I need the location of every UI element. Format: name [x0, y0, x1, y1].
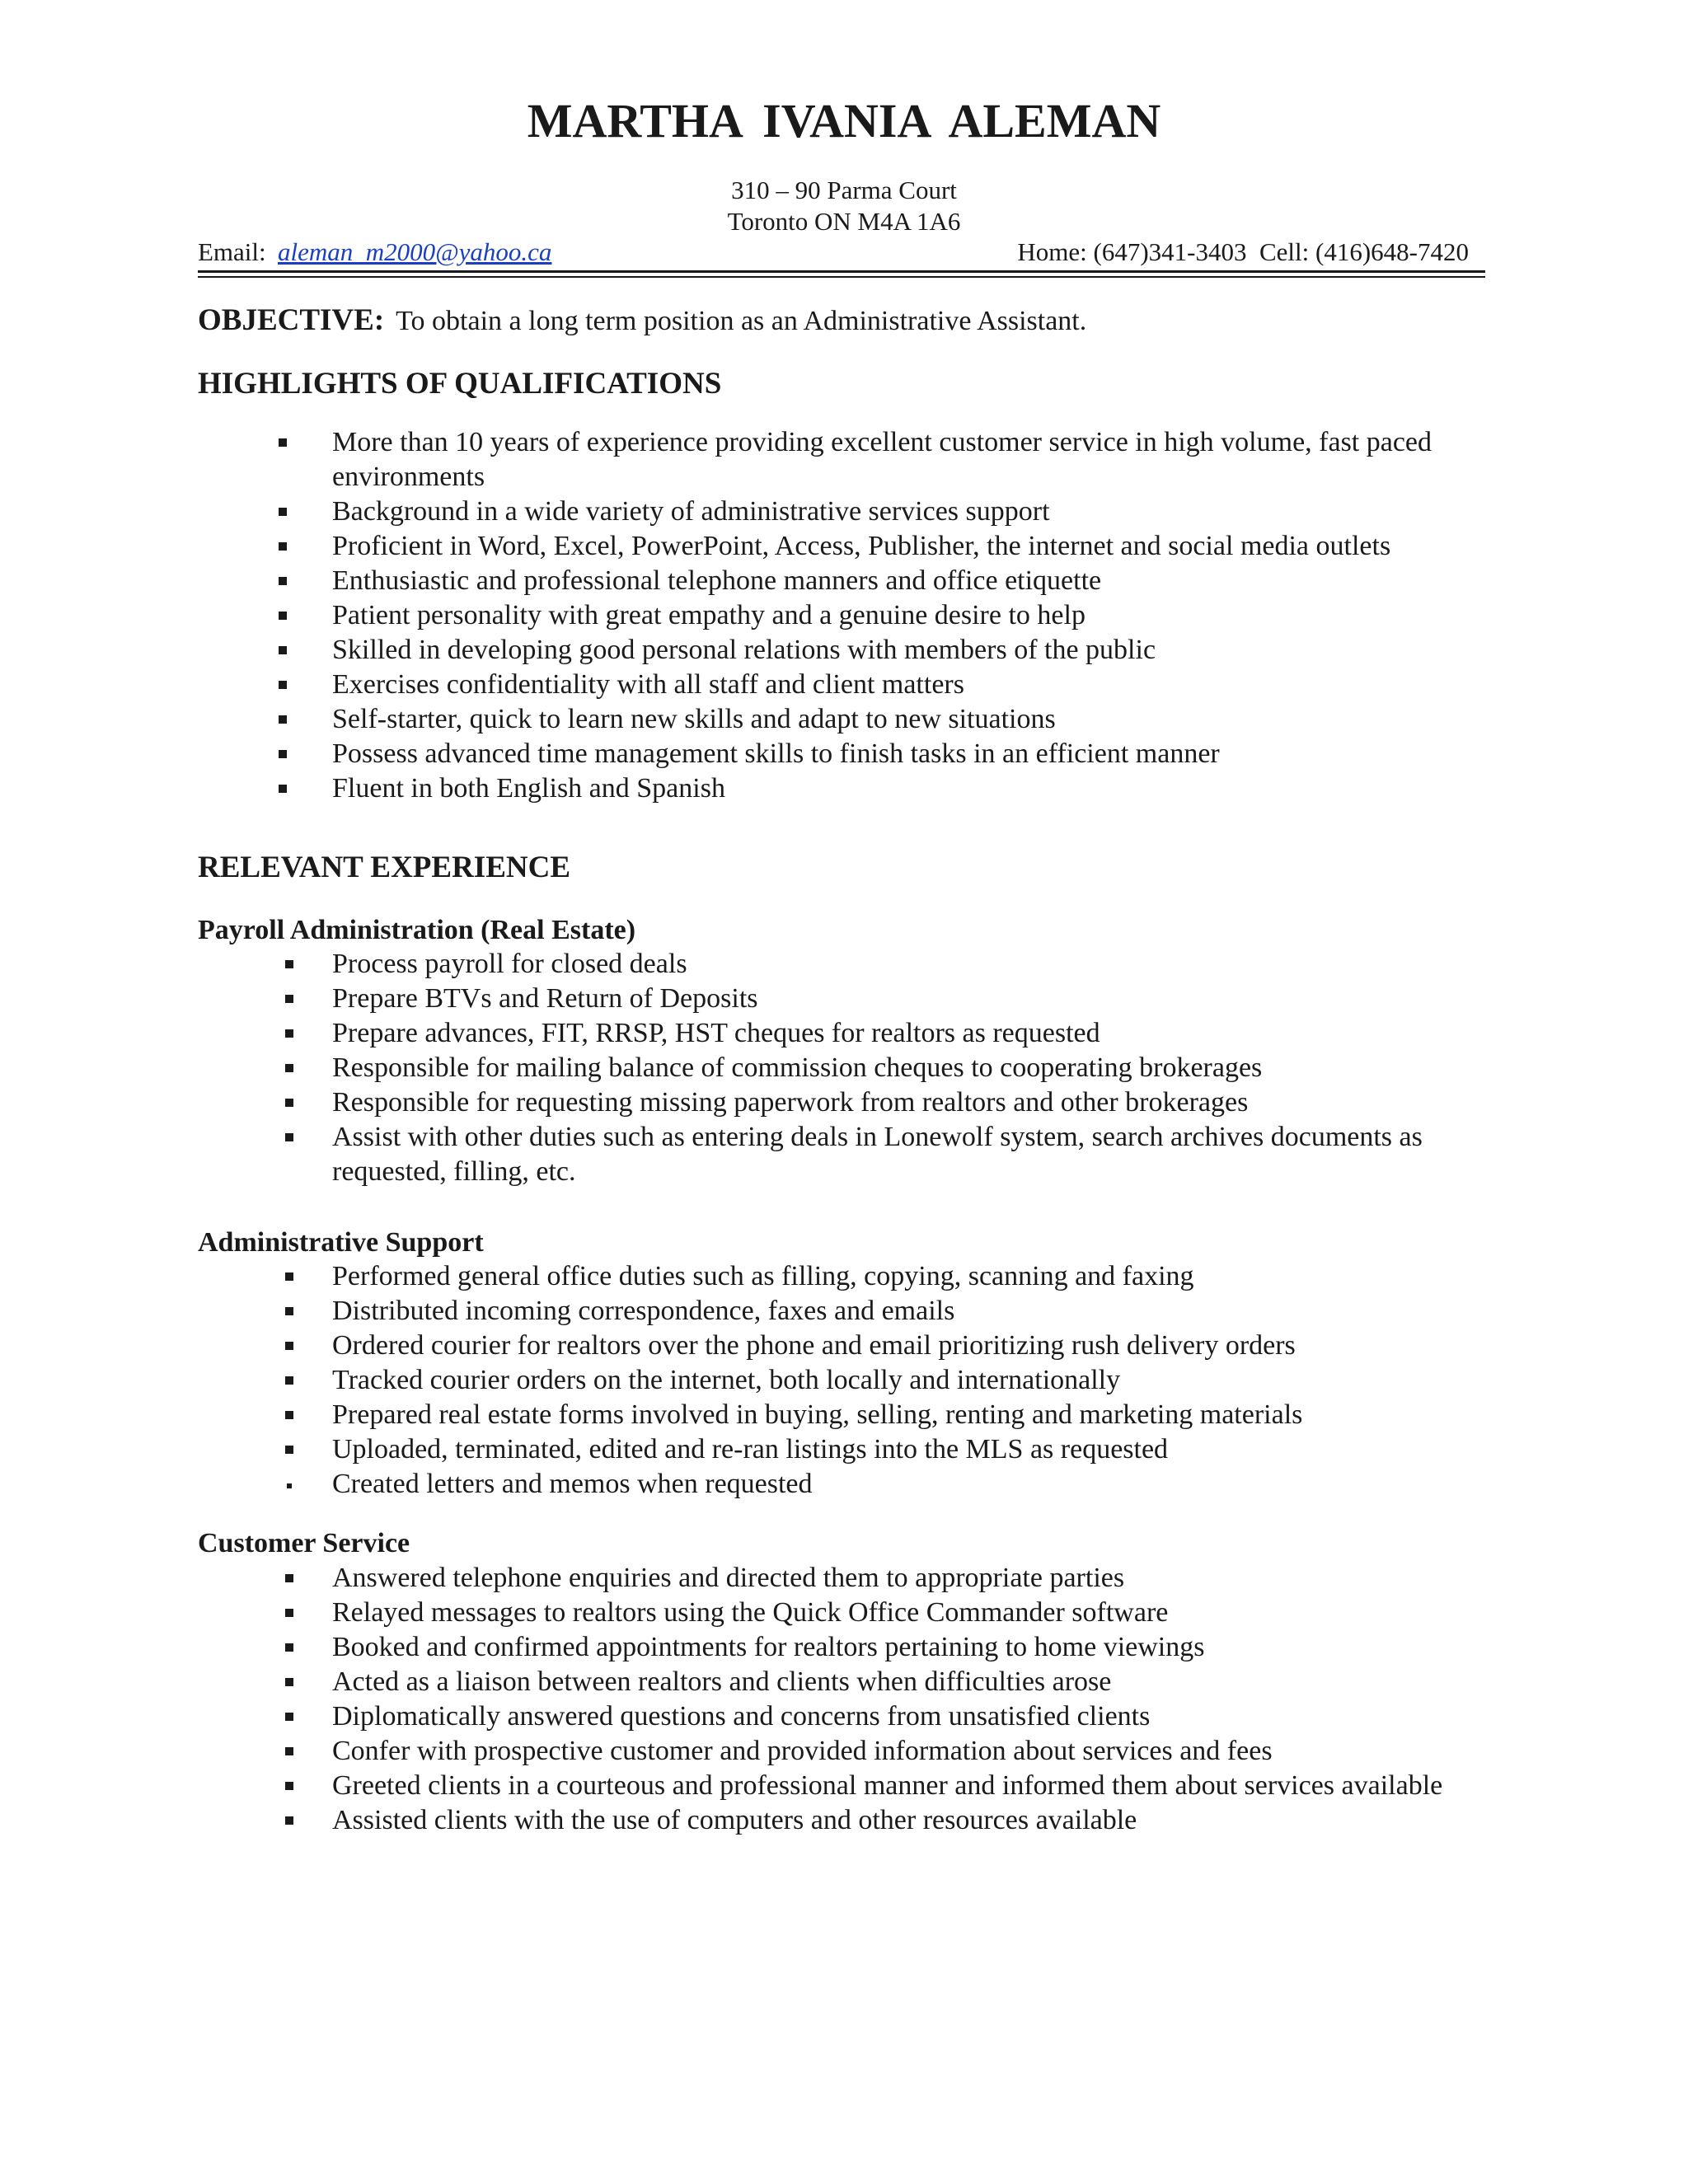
- list-item: Acted as a liaison between realtors and clients when difficulties arose: [285, 1665, 1456, 1699]
- customer-service-heading: Customer Service: [198, 1528, 410, 1558]
- list-item: Fluent in both English and Spanish: [279, 771, 1490, 806]
- bullet-icon: [285, 1609, 293, 1617]
- bullet-icon: [285, 1411, 293, 1419]
- email-link[interactable]: aleman_m2000@yahoo.ca: [278, 237, 552, 266]
- bullet-icon: [279, 508, 287, 516]
- list-item: Patient personality with great empathy and a genuine desire to help: [279, 598, 1490, 633]
- bullet-icon: [279, 715, 287, 724]
- contact-row: [198, 237, 1469, 269]
- list-item: Assisted clients with the use of computers and other resources available: [285, 1803, 1456, 1838]
- bullet-icon: [285, 1272, 293, 1281]
- address-line-2: Toronto ON M4A 1A6: [727, 207, 961, 236]
- bullet-icon: [279, 785, 287, 793]
- candidate-name: MARTHA IVANIA ALEMAN: [527, 94, 1161, 148]
- list-item: Created letters and memos when requested: [285, 1467, 1456, 1502]
- list-item: Performed general office duties such as filling, copying, scanning and faxing: [285, 1259, 1456, 1294]
- list-item: Possess advanced time management skills to finish tasks in an efficient manner: [279, 737, 1490, 771]
- experience-heading: RELEVANT EXPERIENCE: [198, 851, 571, 884]
- objective: [198, 303, 1086, 339]
- payroll-heading: Payroll Administration (Real Estate): [198, 915, 636, 945]
- bullet-icon: [285, 1307, 293, 1315]
- list-item: Tracked courier orders on the internet, both locally and internationally: [285, 1363, 1456, 1398]
- list-item: Ordered courier for realtors over the phone and email prioritizing rush delivery orders: [285, 1329, 1456, 1363]
- admin-support-list: [285, 1259, 1456, 1502]
- list-item: Relayed messages to realtors using the Quick Office Commander software: [285, 1596, 1456, 1630]
- payroll-list: [285, 947, 1456, 1189]
- phone-numbers: Home: (647)341-3403 Cell: (416)648-7420: [1017, 237, 1469, 266]
- bullet-icon: [279, 612, 287, 620]
- list-item: Proficient in Word, Excel, PowerPoint, Access, Publisher, the internet and social media outlets: [279, 529, 1490, 564]
- list-item: Uploaded, terminated, edited and re-ran listings into the MLS as requested: [285, 1432, 1456, 1467]
- list-item: Greeted clients in a courteous and professional manner and informed them about services available: [285, 1769, 1456, 1803]
- customer-service-list: [285, 1561, 1456, 1838]
- bullet-icon: [285, 1133, 293, 1141]
- list-item: Booked and confirmed appointments for realtors pertaining to home viewings: [285, 1630, 1456, 1665]
- list-item: Confer with prospective customer and provided information about services and fees: [285, 1734, 1456, 1769]
- bullet-icon: [285, 995, 293, 1003]
- bullet-icon: [279, 542, 287, 551]
- bullet-icon: [285, 1029, 293, 1038]
- bullet-icon: [285, 1574, 293, 1582]
- list-item: Background in a wide variety of administrative services support: [279, 494, 1490, 529]
- list-item: Responsible for requesting missing paperwork from realtors and other brokerages: [285, 1085, 1456, 1120]
- bullet-icon: [285, 1747, 293, 1755]
- bullet-icon: [285, 1064, 293, 1072]
- highlights-list: [279, 425, 1490, 806]
- list-item: Process payroll for closed deals: [285, 947, 1456, 982]
- list-item: Responsible for mailing balance of commission cheques to cooperating brokerages: [285, 1051, 1456, 1085]
- bullet-icon: [285, 1342, 293, 1350]
- list-item: Prepare advances, FIT, RRSP, HST cheques for realtors as requested: [285, 1016, 1456, 1051]
- list-item: Distributed incoming correspondence, faxes and emails: [285, 1294, 1456, 1329]
- bullet-icon: [279, 646, 287, 654]
- objective-label: OBJECTIVE:: [198, 303, 385, 337]
- header-divider: [198, 270, 1485, 273]
- email-label: Email:: [198, 237, 266, 266]
- bullet-icon: [279, 577, 287, 585]
- bullet-icon: [285, 1678, 293, 1686]
- bullet-icon: [285, 1446, 293, 1454]
- list-item: More than 10 years of experience providing excellent customer service in high volume, fast paced environments: [279, 425, 1490, 494]
- highlights-heading: HIGHLIGHTS OF QUALIFICATIONS: [198, 367, 722, 401]
- list-item: Prepare BTVs and Return of Deposits: [285, 982, 1456, 1016]
- header-divider-secondary: [198, 276, 1485, 278]
- bullet-icon: [285, 1782, 293, 1790]
- list-item: Exercises confidentiality with all staff and client matters: [279, 668, 1490, 702]
- bullet-icon: [285, 1816, 293, 1825]
- bullet-icon: [287, 1483, 292, 1488]
- list-item: Self-starter, quick to learn new skills and adapt to new situations: [279, 702, 1490, 737]
- list-item: Skilled in developing good personal relations with members of the public: [279, 633, 1490, 668]
- address-line-1: 310 – 90 Parma Court: [731, 176, 957, 204]
- list-item: Diplomatically answered questions and concerns from unsatisfied clients: [285, 1699, 1456, 1734]
- bullet-icon: [279, 681, 287, 689]
- bullet-icon: [285, 1376, 293, 1385]
- objective-text: To obtain a long term position as an Administrative Assistant.: [396, 306, 1087, 336]
- admin-support-heading: Administrative Support: [198, 1227, 484, 1258]
- bullet-icon: [285, 1713, 293, 1721]
- list-item: Answered telephone enquiries and directed them to appropriate parties: [285, 1561, 1456, 1596]
- bullet-icon: [285, 1643, 293, 1652]
- bullet-icon: [279, 438, 287, 447]
- bullet-icon: [285, 1099, 293, 1107]
- list-item: Prepared real estate forms involved in buying, selling, renting and marketing materials: [285, 1398, 1456, 1432]
- list-item: Assist with other duties such as entering deals in Lonewolf system, search archives documents as requested, filling, etc.: [285, 1120, 1456, 1189]
- list-item: Enthusiastic and professional telephone manners and office etiquette: [279, 564, 1490, 598]
- bullet-icon: [285, 960, 293, 968]
- bullet-icon: [279, 750, 287, 758]
